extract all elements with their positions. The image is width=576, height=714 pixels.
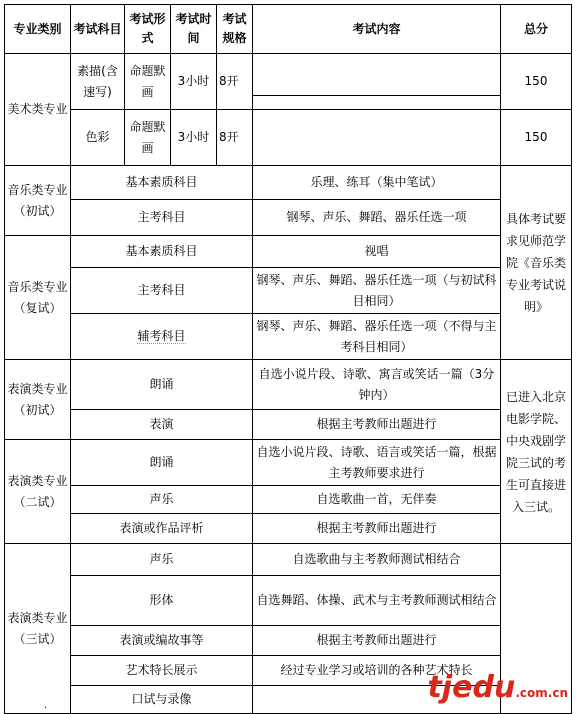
table-row xyxy=(5,544,572,576)
perform-third-content-4: 经过专业学习或培训的各种艺术特长 xyxy=(253,656,501,686)
perform-third-content-3: 根据主考教师出题进行 xyxy=(253,626,501,656)
table-row xyxy=(5,54,572,110)
perform-third-subject-1: 声乐 xyxy=(71,544,253,576)
table-row xyxy=(5,360,572,410)
music-total-note: 具体考试要求见师范学院《音乐类专业考试说明》 xyxy=(501,166,572,360)
perform-third-subject-5: 口试与录像 xyxy=(71,686,253,714)
category-perform-third: 表演类专业（三试） xyxy=(5,544,71,714)
watermark-brand: tjedu xyxy=(427,670,516,705)
table-row xyxy=(5,268,572,314)
table-row xyxy=(5,200,572,236)
music-first-subject-2: 主考科目 xyxy=(71,200,253,236)
music-second-content-2: 钢琴、声乐、舞蹈、器乐任选一项（与初试科目相同） xyxy=(253,268,501,314)
art-paper-2: 8开 xyxy=(217,110,253,166)
table-row xyxy=(5,486,572,514)
perform-second-subject-2: 声乐 xyxy=(71,486,253,514)
category-art: 美术类专业 xyxy=(5,54,71,166)
category-music-second: 音乐类专业（复试） xyxy=(5,236,71,360)
table-row xyxy=(5,236,572,268)
watermark-suffix: .com.cn xyxy=(515,686,568,700)
table-row xyxy=(5,514,572,544)
table-row xyxy=(5,314,572,360)
music-second-subject-3 xyxy=(71,314,253,360)
table-row xyxy=(5,410,572,440)
art-total-2: 150 xyxy=(501,110,572,166)
music-second-content-3: 钢琴、声乐、舞蹈、器乐任选一项（不得与主考科目相同） xyxy=(253,314,501,360)
footnote-dot: . xyxy=(44,700,48,711)
art-form-1: 命题默画 xyxy=(125,54,171,110)
category-music-first: 音乐类专业（初试） xyxy=(5,166,71,236)
perform-first-content-1: 自选小说片段、诗歌、寓言或笑话一篇（3分钟内） xyxy=(253,360,501,410)
category-perform-second: 表演类专业（二试） xyxy=(5,440,71,544)
header-row xyxy=(5,5,572,54)
header-total: 总分 xyxy=(501,5,572,54)
art-subject-2: 色彩 xyxy=(71,110,125,166)
music-first-content-2: 钢琴、声乐、舞蹈、器乐任选一项 xyxy=(253,200,501,236)
watermark-logo xyxy=(428,670,568,705)
art-form-2: 命题默画 xyxy=(125,110,171,166)
exam-table xyxy=(4,4,572,714)
perform-second-subject-1: 朗诵 xyxy=(71,440,253,486)
header-paper: 考试规格 xyxy=(217,5,253,54)
header-content: 考试内容 xyxy=(253,5,501,54)
perform-total-note: 已进入北京电影学院、中央戏剧学院三试的考生可直接进入三试。 xyxy=(501,360,572,544)
table-row xyxy=(5,626,572,656)
table-row xyxy=(5,166,572,200)
music-second-subject-3-text: 辅考科目 xyxy=(137,329,186,343)
perform-first-subject-1: 朗诵 xyxy=(71,360,253,410)
perform-second-content-2: 自选歌曲一首，无伴奏 xyxy=(253,486,501,514)
music-second-subject-2: 主考科目 xyxy=(71,268,253,314)
header-form: 考试形式 xyxy=(125,5,171,54)
perform-third-content-1: 自选歌曲与主考教师测试相结合 xyxy=(253,544,501,576)
header-category: 专业类别 xyxy=(5,5,71,54)
art-content-1 xyxy=(253,54,501,110)
header-time: 考试时间 xyxy=(171,5,217,54)
music-first-content-1: 乐理、练耳（集中笔试） xyxy=(253,166,501,200)
perform-second-content-3: 根据主考教师出题进行 xyxy=(253,514,501,544)
perform-first-subject-2: 表演 xyxy=(71,410,253,440)
table-row xyxy=(5,110,572,166)
art-paper-1: 8开 xyxy=(217,54,253,110)
perform-third-subject-4: 艺术特长展示 xyxy=(71,656,253,686)
header-subject: 考试科目 xyxy=(71,5,125,54)
art-subject-1: 素描(含速写) xyxy=(71,54,125,110)
music-second-content-1: 视唱 xyxy=(253,236,501,268)
art-total-1: 150 xyxy=(501,54,572,110)
art-content-2 xyxy=(253,110,501,166)
art-time-1: 3小时 xyxy=(171,54,217,110)
category-perform-first: 表演类专业（初试） xyxy=(5,360,71,440)
perform-second-subject-3: 表演或作品评析 xyxy=(71,514,253,544)
table-row xyxy=(5,440,572,486)
perform-third-content-2: 自选舞蹈、体操、武术与主考教师测试相结合 xyxy=(253,576,501,626)
art-time-2: 3小时 xyxy=(171,110,217,166)
perform-third-subject-3: 表演或编故事等 xyxy=(71,626,253,656)
perform-third-subject-2: 形体 xyxy=(71,576,253,626)
music-first-subject-1: 基本素质科目 xyxy=(71,166,253,200)
perform-first-content-2: 根据主考教师出题进行 xyxy=(253,410,501,440)
perform-second-content-1: 自选小说片段、诗歌、语言或笑话一篇，根据主考教师要求进行 xyxy=(253,440,501,486)
table-row xyxy=(5,576,572,626)
music-second-subject-1: 基本素质科目 xyxy=(71,236,253,268)
